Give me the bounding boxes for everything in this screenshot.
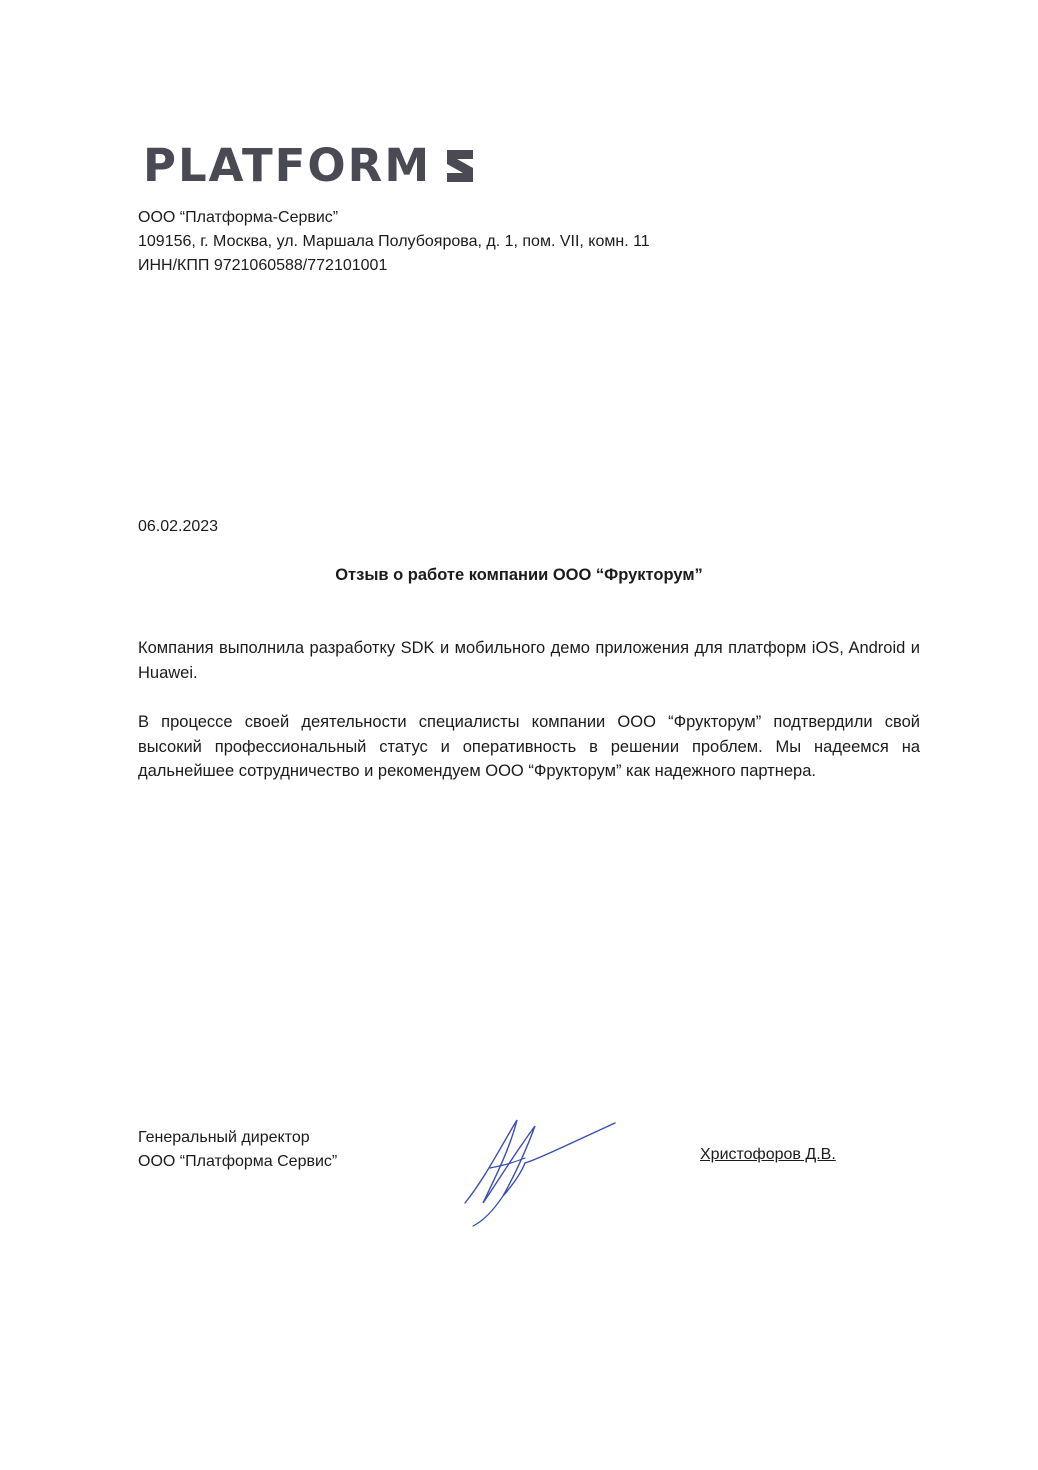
company-address: 109156, г. Москва, ул. Маршала Полубоярова, д. 1, пом. VII, комн. 11 [138, 233, 650, 250]
signer-name: Христофоров Д.В. [700, 1146, 836, 1163]
signer-organization: ООО “Платформа Сервис” [138, 1153, 338, 1170]
letter-heading: Отзыв о работе компании ООО “Фрукторум” [335, 566, 703, 584]
logo-wordmark: PLATFORM [143, 139, 432, 192]
company-details [138, 206, 650, 278]
handwritten-signature [455, 1108, 625, 1233]
letter-paragraph-2: В процессе своей деятельности специалисты компании ООО “Фрукторум” подтвердили свой высокий профессиональный статус и оперативность в решении проблем. Мы надеемся на дальнейшее сотрудничество и рекомендуем ООО “Фрукторум” как надежного партнера. [138, 713, 920, 780]
signer-title [138, 1126, 337, 1174]
letter-date: 06.02.2023 [138, 518, 219, 535]
company-logo [143, 139, 477, 192]
company-tax-ids: ИНН/КПП 9721060588/772101001 [138, 257, 388, 274]
company-name: ООО “Платформа-Сервис” [138, 209, 339, 226]
letter-paragraph-1: Компания выполнила разработку SDK и мобильного демо приложения для платформ iOS, Android и Huawei. [138, 639, 920, 682]
logo-s-icon [443, 146, 477, 186]
signer-position: Генеральный директор [138, 1129, 310, 1146]
